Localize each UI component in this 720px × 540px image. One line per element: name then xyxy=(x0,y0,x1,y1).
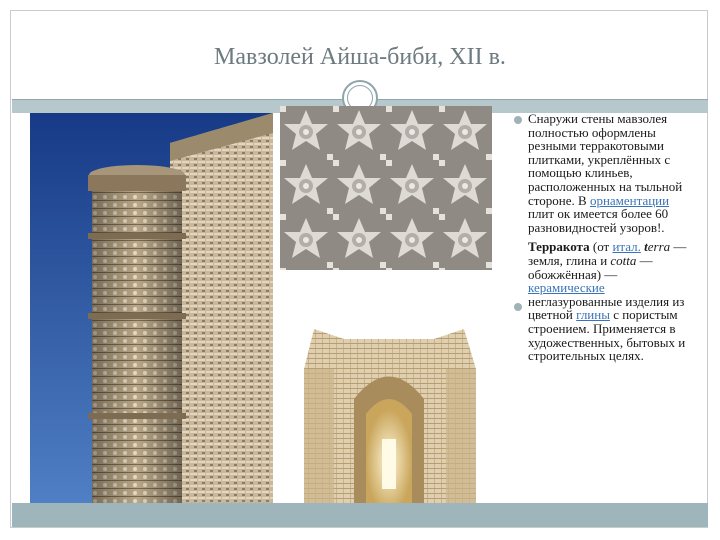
bullet-paragraph-1 xyxy=(514,112,694,234)
term-terracotta: Терракота xyxy=(528,239,590,255)
paragraph-text: неглазурованные изделия из цветной xyxy=(528,293,685,323)
paragraph-text: erra xyxy=(647,239,671,255)
bullet-paragraph-2 xyxy=(514,240,694,362)
paragraph-text: (от xyxy=(589,239,613,255)
footer-band xyxy=(12,503,708,527)
tower-photo xyxy=(30,113,273,503)
paragraph-text: с пористым строением. Применяется в художественных, бытовых и строительных целях. xyxy=(528,307,686,364)
link-ceramic[interactable]: керамические xyxy=(528,280,605,296)
link-italian[interactable]: итал. xyxy=(612,239,641,255)
paragraph-text: Снаружи стены мавзолея полностью оформлены резными терракотовыми плитками, укреплённых с помощью клиньев, расположенных на тыльной стороне. В xyxy=(528,111,683,208)
paragraph-text: плит ок имеется более 60 разновидностей узоров!. xyxy=(528,206,669,235)
paragraph-text: — земля, глина и xyxy=(528,239,687,268)
link-clay[interactable]: глины xyxy=(576,307,610,323)
slide-title: Мавзолей Айша-биби, XII в. xyxy=(214,44,506,70)
text-column xyxy=(514,112,694,363)
paragraph-text: cotta xyxy=(610,252,637,268)
paragraph-text: — обожжённая) — xyxy=(528,252,653,282)
link-ornamentation[interactable]: орнаментации xyxy=(589,192,670,208)
portal-photo xyxy=(284,329,494,503)
paragraph-text: t xyxy=(640,239,648,255)
tiles-photo xyxy=(280,106,492,270)
